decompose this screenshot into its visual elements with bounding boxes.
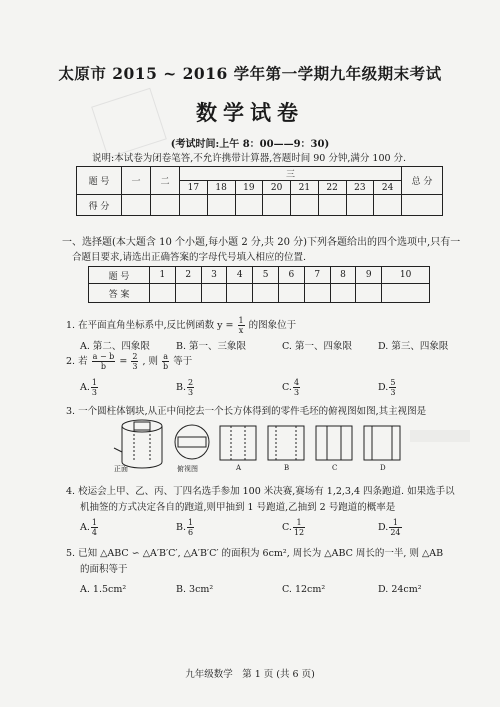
q1-frac-den: x [238, 326, 244, 335]
q2-fraction-3 [162, 352, 169, 371]
q4-opt-num: 1 [293, 518, 305, 528]
q2-option-label: C. [282, 382, 292, 393]
q4-option-a [80, 518, 99, 537]
score-cell [235, 195, 263, 216]
score-cell [291, 195, 319, 216]
q2-opt-num: 4 [293, 378, 300, 387]
q2-f3-den: b [163, 362, 169, 371]
q5-option-b: B. 3cm² [176, 584, 214, 595]
q5-option-a: A. 1.5cm² [80, 584, 127, 595]
q5-option-d: D. 24cm² [378, 584, 422, 595]
q2-suffix: 等于 [173, 356, 193, 367]
section1-heading: 一、选择题(本大题含 10 个小题,每小题 2 分,共 20 分)下列各题给出的四个选项中,只有一 [62, 237, 461, 248]
q2-fraction-2 [131, 352, 138, 371]
answer-table-number: 3 [201, 267, 227, 284]
q2-option-frac [293, 378, 300, 397]
score-table-part3: 三 [180, 167, 402, 181]
q4-option-label: D. [378, 522, 389, 533]
q4-opt-num: 1 [389, 518, 401, 528]
q4-option-b [176, 518, 195, 537]
score-table-q: 21 [291, 181, 319, 195]
q2-option-b [176, 378, 195, 397]
q4-opt-num: 1 [91, 518, 97, 527]
q2-option-label: D. [378, 382, 389, 393]
score-table-q: 19 [235, 181, 263, 195]
q5-stem-2: 的面积等于 [80, 564, 128, 575]
q4-opt-den: 12 [293, 528, 305, 537]
q1-option-a: A. 第二、四象限 [80, 341, 150, 352]
q4-stem-1: 4. 校运会上甲、乙、丙、丁四名选手参加 100 米决赛,赛场有 1,2,3,4 四条跑道. 如果选手以 [66, 486, 455, 497]
q4-option-c [282, 518, 306, 537]
answer-table-number: 1 [150, 267, 176, 284]
q4-opt-num: 1 [188, 518, 194, 527]
q1-stem [66, 316, 296, 335]
q2-fraction-1 [92, 352, 116, 371]
q2-option-c [282, 378, 301, 397]
score-cell [402, 195, 443, 216]
score-table-q: 22 [318, 181, 346, 195]
score-table [76, 166, 443, 216]
q2-f2-den: 3 [132, 362, 138, 371]
q1-stem-text: 1. 在平面直角坐标系中,反比例函数 y = [66, 320, 234, 331]
option-c-figure [316, 426, 352, 460]
option-d-figure [364, 426, 400, 460]
q1-fraction [238, 316, 245, 335]
score-table-q: 24 [374, 181, 402, 195]
q2-option-frac [187, 378, 194, 397]
answer-table-number: 7 [304, 267, 330, 284]
q2-opt-num: 1 [91, 378, 97, 387]
answer-cell [150, 284, 176, 303]
score-cell [263, 195, 291, 216]
q2-option-frac [91, 378, 98, 397]
q2-opt-den: 3 [188, 388, 194, 397]
q2-option-label: A. [80, 382, 90, 393]
q4-option-frac [389, 518, 401, 537]
score-table-q: 23 [346, 181, 374, 195]
score-table-q: 20 [263, 181, 291, 195]
q2-option-frac [389, 378, 396, 397]
q2-opt-num: 2 [188, 378, 194, 387]
q3-label-a: A [236, 464, 242, 472]
q4-opt-den: 24 [390, 528, 401, 537]
answer-table-number: 6 [278, 267, 304, 284]
q3-label-b: B [284, 464, 290, 472]
q2-prefix: 2. 若 [66, 356, 88, 367]
q2-opt-den: 3 [293, 388, 300, 397]
q2-f1-num: a − b [92, 352, 115, 361]
q4-option-frac [91, 518, 98, 537]
exam-notes: 说明:本试卷为闭卷笔答,不允许携带计算器,答题时间 90 分钟,满分 100 分. [92, 153, 407, 164]
q4-option-frac [293, 518, 305, 537]
q2-f3-num: a [163, 352, 168, 361]
q2-stem [66, 352, 192, 371]
q4-option-label: C. [282, 522, 292, 533]
exam-title: 太原市 2015 ~ 2016 学年第一学期九年级期末考试 [58, 64, 442, 83]
score-cell [346, 195, 374, 216]
cylinder-figure [114, 420, 162, 468]
q2-option-label: B. [176, 382, 187, 393]
q4-opt-den: 6 [188, 528, 194, 537]
answer-table [88, 266, 430, 303]
q2-f2-num: 2 [132, 352, 138, 361]
q3-figures [110, 418, 410, 476]
answer-cell [356, 284, 382, 303]
score-table-q: 17 [180, 181, 208, 195]
score-cell [180, 195, 208, 216]
q3-stem: 3. 一个圆柱体钢块,从正中间挖去一个长方体得到的零件毛坯的俯视图如图,其主视图是 [66, 406, 427, 417]
answer-table-number: 2 [175, 267, 201, 284]
q2-f1-den: b [100, 362, 107, 371]
answer-cell [201, 284, 227, 303]
q2-option-d [378, 378, 397, 397]
answer-cell [175, 284, 201, 303]
answer-cell [382, 284, 430, 303]
exam-time: (考试时间:上午 8：00——9：30) [170, 139, 330, 150]
q2-opt-den: 3 [91, 388, 97, 397]
answer-table-number: 8 [330, 267, 356, 284]
score-table-part2: 二 [151, 167, 180, 195]
option-a-figure [220, 426, 256, 460]
answer-cell [253, 284, 279, 303]
score-cell [207, 195, 235, 216]
q4-opt-den: 4 [91, 528, 97, 537]
score-cell [374, 195, 402, 216]
score-table-part1: 一 [122, 167, 151, 195]
q2-option-a [80, 378, 99, 397]
q4-option-d [378, 518, 403, 537]
option-b-figure [268, 426, 304, 460]
q5-option-c: C. 12cm² [282, 584, 326, 595]
score-cell [151, 195, 180, 216]
score-table-score-label: 得 分 [77, 195, 122, 216]
q2-opt-den: 3 [390, 388, 396, 397]
answer-table-number: 4 [227, 267, 253, 284]
q1-stem-text-end: 的图象位于 [248, 320, 297, 331]
q1-option-d: D. 第三、四象限 [378, 341, 449, 352]
q4-option-label: B. [176, 522, 187, 533]
q1-option-c: C. 第一、四象限 [282, 341, 352, 352]
q3-label-d: D [380, 464, 386, 472]
scan-smudge [410, 430, 470, 442]
score-table-number-label: 题 号 [77, 167, 122, 195]
answer-table-number: 10 [382, 267, 430, 284]
q2-opt-num: 5 [390, 378, 396, 387]
q3-label-front: 正面 [114, 465, 128, 473]
answer-cell [278, 284, 304, 303]
page-footer: 九年级数学 第 1 页 (共 6 页) [185, 669, 315, 680]
top-view-figure [175, 425, 209, 459]
subject-title: 数学试卷 [196, 100, 304, 125]
q2-mid: , 则 [142, 356, 159, 367]
answer-table-number: 5 [253, 267, 279, 284]
answer-table-number: 9 [356, 267, 382, 284]
q3-label-c: C [332, 464, 338, 472]
score-table-total: 总 分 [402, 167, 443, 195]
score-table-q: 18 [207, 181, 235, 195]
q1-frac-num: 1 [238, 316, 244, 325]
q2-equals: = [119, 356, 128, 367]
q5-stem-1: 5. 已知 △ABC ∽ △A′B′C′, △A′B′C′ 的面积为 6cm², 周长为 △ABC 周长的一半, 则 △AB [66, 548, 444, 559]
answer-table-number-label: 题 号 [89, 267, 150, 284]
answer-cell [304, 284, 330, 303]
section1-heading-cont: 合题目要求,请选出正确答案的字母代号填入相应的位置. [72, 252, 307, 263]
q4-option-frac [187, 518, 194, 537]
q3-label-topview: 俯视图 [177, 465, 198, 473]
q4-stem-2: 机抽签的方式决定各自的跑道,则甲抽到 1 号跑道,乙抽到 2 号跑道的概率是 [80, 502, 396, 513]
answer-cell [227, 284, 253, 303]
score-cell [122, 195, 151, 216]
score-cell [318, 195, 346, 216]
answer-cell [330, 284, 356, 303]
q4-option-label: A. [80, 522, 90, 533]
q1-option-b: B. 第一、三象限 [176, 341, 247, 352]
answer-table-answer-label: 答 案 [89, 284, 150, 303]
